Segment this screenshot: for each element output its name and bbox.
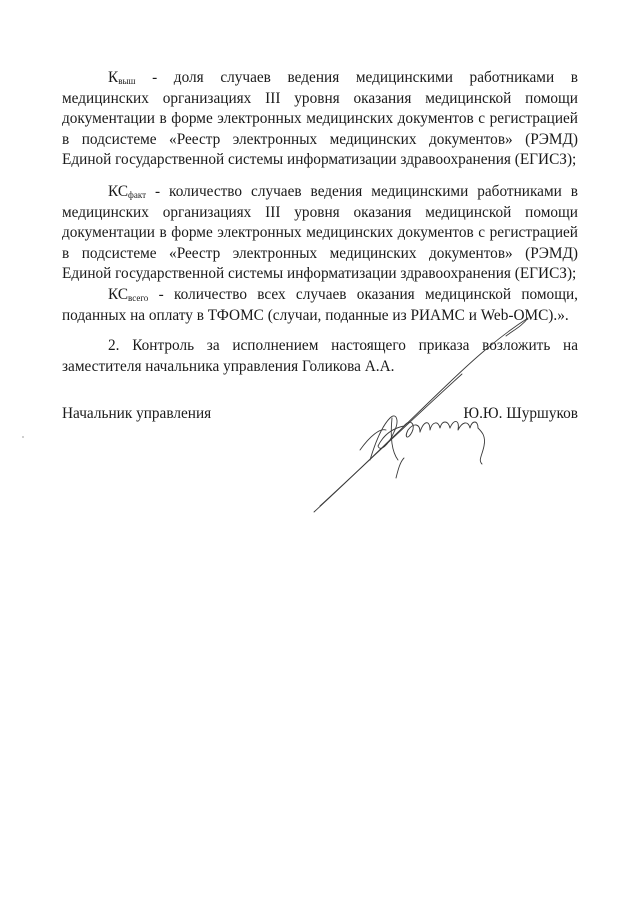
ks-vsego-subscript: всего xyxy=(128,293,149,303)
signer-name: Ю.Ю. Шуршуков xyxy=(463,405,578,422)
ks-vsego-symbol: КС xyxy=(108,286,129,303)
position-title: Начальник управления xyxy=(62,405,212,422)
ks-fakt-subscript: факт xyxy=(128,190,147,200)
control-clause-text: 2. Контроль за исполнением настоящего приказа возложить на заместителя начальника управления Голикова А.А. xyxy=(62,337,578,375)
k-vysh-text: - доля случаев ведения медицинскими работниками в медицинских организациях III уровня оказания медицинской помощи документации в форме электронных медицинских документов с регистрацией в подсистеме «Реестр электронных медицинских документов» (РЭМД) Единой государственной системы информатизации здравоохранения (ЕГИСЗ); xyxy=(62,69,578,169)
definition-k-vysh xyxy=(62,68,578,171)
ks-fakt-text: - количество случаев ведения медицинскими работниками в медицинских организациях III уровня оказания медицинской помощи документации в форме электронных медицинских документов с регистрацией в подсистеме «Реестр электронных медицинских документов» (РЭМД) Единой государственной системы информатизации здравоохранения (ЕГИСЗ); xyxy=(62,183,578,283)
k-vysh-subscript: выш xyxy=(118,76,136,86)
scan-speck xyxy=(22,436,24,438)
definition-ks-fakt xyxy=(62,182,578,285)
k-vysh-symbol: К xyxy=(108,69,119,86)
ks-vsego-text: - количество всех случаев оказания медицинской помощи, поданных на оплату в ТФОМС (случаи, поданные из РИАМС и Web-ОМС).». xyxy=(62,286,578,324)
ks-fakt-symbol: КС xyxy=(108,183,129,200)
